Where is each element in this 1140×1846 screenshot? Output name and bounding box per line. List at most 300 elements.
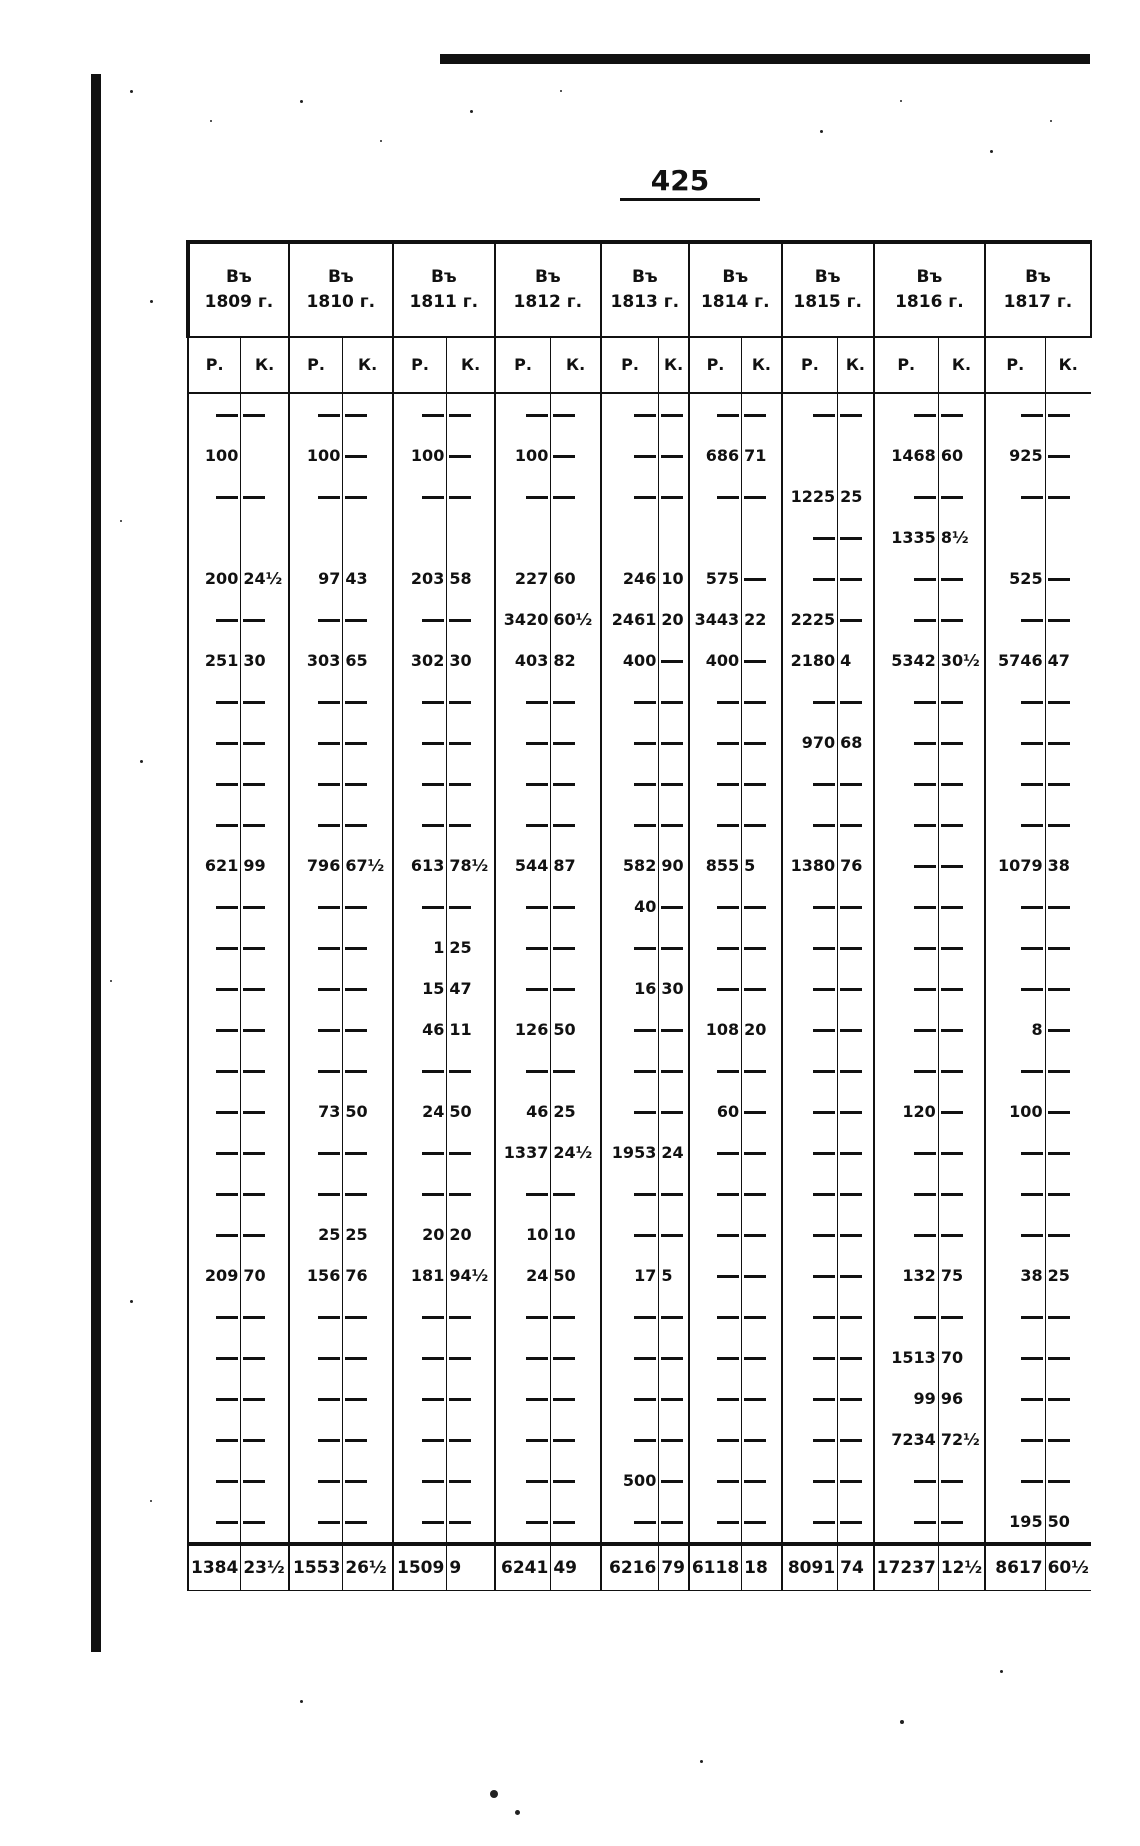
cell-rubles — [188, 1460, 241, 1501]
cell-rubles — [495, 1337, 551, 1378]
cell-rubles: 100 — [985, 1091, 1045, 1132]
cell-rubles — [985, 722, 1045, 763]
cell-kopecks — [938, 886, 985, 927]
cell-kopecks — [938, 1460, 985, 1501]
cell-kopecks — [241, 1009, 289, 1050]
dash-mark — [1021, 1070, 1043, 1073]
speck — [1050, 120, 1052, 122]
cell-rubles: 1225 — [782, 476, 838, 517]
cell-rubles — [601, 1296, 659, 1337]
cell-kopecks — [447, 1501, 495, 1544]
dash-mark — [1021, 988, 1043, 991]
dash-mark — [422, 1152, 444, 1155]
dash-mark — [1021, 1316, 1043, 1319]
cell-kopecks — [659, 435, 689, 476]
dash-mark — [840, 1480, 862, 1483]
dash-mark — [345, 1152, 367, 1155]
cell-rubles: 203 — [393, 558, 447, 599]
cell-rubles — [495, 927, 551, 968]
cell-kopecks — [241, 517, 289, 558]
cell-kopecks: 76 — [343, 1255, 393, 1296]
cell-kopecks — [838, 1173, 874, 1214]
dash-mark — [744, 496, 766, 499]
cell-rubles — [289, 1460, 343, 1501]
cell-kopecks — [343, 1296, 393, 1337]
cell-rubles — [289, 804, 343, 845]
year-label: 1812 г. — [513, 292, 583, 312]
cell-rubles — [495, 1378, 551, 1419]
cell-rubles — [601, 1091, 659, 1132]
cell-kopecks: 10 — [659, 558, 689, 599]
cell-kopecks — [241, 1460, 289, 1501]
cell-rubles — [393, 476, 447, 517]
dash-mark — [422, 783, 444, 786]
year-label: 1816 г. — [895, 292, 964, 312]
unit-rubles: Р. — [393, 337, 447, 393]
unit-rubles: Р. — [689, 337, 742, 393]
table-row — [188, 476, 1091, 517]
dash-mark — [813, 537, 835, 540]
dash-mark — [1021, 947, 1043, 950]
dash-mark — [941, 701, 963, 704]
dash-mark — [717, 1480, 739, 1483]
cell-kopecks — [551, 1419, 601, 1460]
cell-rubles — [495, 681, 551, 722]
dash-mark — [553, 414, 575, 417]
totals-row — [188, 1544, 1091, 1591]
cell-kopecks — [742, 1337, 782, 1378]
dash-mark — [914, 783, 936, 786]
cell-rubles — [495, 476, 551, 517]
dash-mark — [422, 1439, 444, 1442]
dash-mark — [941, 824, 963, 827]
dash-mark — [345, 701, 367, 704]
dash-mark — [553, 906, 575, 909]
cell-kopecks — [938, 1501, 985, 1544]
dash-mark — [243, 1357, 265, 1360]
cell-rubles — [289, 476, 343, 517]
dash-mark — [526, 1480, 548, 1483]
cell-rubles: 46 — [393, 1009, 447, 1050]
cell-rubles — [188, 393, 241, 435]
cell-rubles: 20 — [393, 1214, 447, 1255]
dash-mark — [634, 455, 656, 458]
dash-mark — [1048, 701, 1070, 704]
dash-mark — [216, 1521, 238, 1524]
dash-mark — [1021, 1152, 1043, 1155]
table-row — [188, 1296, 1091, 1337]
dash-mark — [553, 1521, 575, 1524]
dash-mark — [914, 988, 936, 991]
dash-mark — [840, 824, 862, 827]
cell-rubles — [601, 1501, 659, 1544]
year-prefix: Въ — [814, 267, 841, 287]
dash-mark — [1048, 414, 1070, 417]
dash-mark — [661, 742, 683, 745]
dash-mark — [553, 1316, 575, 1319]
cell-rubles: 24 — [393, 1091, 447, 1132]
year-header — [689, 242, 782, 337]
cell-kopecks — [343, 927, 393, 968]
cell-rubles — [188, 681, 241, 722]
cell-kopecks: 72½ — [938, 1419, 985, 1460]
dash-mark — [1048, 1070, 1070, 1073]
cell-rubles — [393, 1132, 447, 1173]
cell-rubles — [874, 1173, 939, 1214]
cell-rubles — [782, 927, 838, 968]
cell-rubles — [601, 517, 659, 558]
cell-kopecks — [742, 804, 782, 845]
dash-mark — [216, 414, 238, 417]
cell-kopecks — [742, 763, 782, 804]
dash-mark — [813, 1480, 835, 1483]
cell-kopecks — [447, 599, 495, 640]
cell-kopecks — [241, 886, 289, 927]
cell-kopecks — [343, 1501, 393, 1544]
dash-mark — [941, 578, 963, 581]
cell-rubles: 1513 — [874, 1337, 939, 1378]
dash-mark — [216, 1029, 238, 1032]
cell-rubles — [689, 1296, 742, 1337]
dash-mark — [840, 1521, 862, 1524]
page-spine — [91, 74, 101, 1652]
dash-mark — [914, 742, 936, 745]
dash-mark — [941, 1152, 963, 1155]
dash-mark — [345, 455, 367, 458]
cell-kopecks — [659, 681, 689, 722]
cell-kopecks — [938, 968, 985, 1009]
dash-mark — [717, 496, 739, 499]
dash-mark — [216, 947, 238, 950]
year-header — [188, 242, 289, 337]
total-rubles: 6118 — [689, 1544, 742, 1591]
cell-kopecks — [742, 722, 782, 763]
dash-mark — [914, 1193, 936, 1196]
dash-mark — [449, 1070, 471, 1073]
dash-mark — [813, 1357, 835, 1360]
cell-kopecks — [551, 1337, 601, 1378]
cell-rubles — [689, 476, 742, 517]
dash-mark — [840, 578, 862, 581]
cell-kopecks — [659, 1009, 689, 1050]
cell-rubles — [874, 804, 939, 845]
dash-mark — [744, 742, 766, 745]
cell-rubles: 613 — [393, 845, 447, 886]
dash-mark — [744, 906, 766, 909]
dash-mark — [1048, 906, 1070, 909]
cell-kopecks — [938, 599, 985, 640]
cell-rubles — [188, 1501, 241, 1544]
dash-mark — [553, 742, 575, 745]
cell-rubles: 302 — [393, 640, 447, 681]
total-rubles: 8091 — [782, 1544, 838, 1591]
dash-mark — [813, 578, 835, 581]
dash-mark — [717, 1521, 739, 1524]
total-rubles: 1384 — [188, 1544, 241, 1591]
cell-rubles: 100 — [289, 435, 343, 476]
cell-kopecks: 30½ — [938, 640, 985, 681]
cell-kopecks — [447, 1378, 495, 1419]
year-header — [495, 242, 601, 337]
cell-rubles — [782, 435, 838, 476]
dash-mark — [634, 947, 656, 950]
dash-mark — [634, 783, 656, 786]
dash-mark — [717, 1439, 739, 1442]
cell-rubles — [188, 1337, 241, 1378]
dash-mark — [422, 701, 444, 704]
cell-rubles — [782, 1173, 838, 1214]
dash-mark — [661, 1316, 683, 1319]
dash-mark — [813, 1152, 835, 1155]
dash-mark — [345, 496, 367, 499]
cell-rubles — [874, 927, 939, 968]
dash-mark — [318, 824, 340, 827]
cell-rubles — [874, 763, 939, 804]
cell-kopecks — [1045, 1419, 1091, 1460]
cell-kopecks — [838, 1337, 874, 1378]
cell-kopecks: 90 — [659, 845, 689, 886]
dash-mark — [634, 414, 656, 417]
cell-rubles: 303 — [289, 640, 343, 681]
dash-mark — [941, 1029, 963, 1032]
cell-kopecks — [838, 1050, 874, 1091]
dash-mark — [553, 947, 575, 950]
cell-rubles — [689, 1255, 742, 1296]
dash-mark — [243, 947, 265, 950]
cell-rubles — [289, 1173, 343, 1214]
year-header — [985, 242, 1091, 337]
dash-mark — [717, 701, 739, 704]
cell-kopecks: 70 — [938, 1337, 985, 1378]
cell-rubles: 5746 — [985, 640, 1045, 681]
dash-mark — [243, 1521, 265, 1524]
cell-rubles: 97 — [289, 558, 343, 599]
cell-kopecks — [343, 599, 393, 640]
cell-rubles — [689, 1132, 742, 1173]
dash-mark — [1048, 496, 1070, 499]
dash-mark — [216, 496, 238, 499]
dash-mark — [1021, 906, 1043, 909]
dash-mark — [914, 1029, 936, 1032]
dash-mark — [813, 1193, 835, 1196]
dash-mark — [813, 1316, 835, 1319]
cell-rubles — [495, 1460, 551, 1501]
dash-mark — [216, 742, 238, 745]
cell-rubles — [188, 763, 241, 804]
cell-rubles: 17 — [601, 1255, 659, 1296]
dash-mark — [318, 1193, 340, 1196]
dash-mark — [345, 1480, 367, 1483]
cell-kopecks: 24 — [659, 1132, 689, 1173]
cell-rubles: 209 — [188, 1255, 241, 1296]
cell-rubles — [495, 763, 551, 804]
cell-rubles — [782, 1501, 838, 1544]
year-label: 1817 г. — [1003, 292, 1073, 312]
cell-kopecks — [659, 1501, 689, 1544]
cell-kopecks — [447, 393, 495, 435]
cell-rubles — [601, 804, 659, 845]
cell-rubles — [874, 599, 939, 640]
cell-kopecks: 50 — [343, 1091, 393, 1132]
cell-rubles — [188, 1173, 241, 1214]
cell-rubles: 621 — [188, 845, 241, 886]
cell-rubles — [985, 1214, 1045, 1255]
table-row — [188, 1501, 1091, 1544]
dash-mark — [914, 701, 936, 704]
cell-kopecks — [241, 1501, 289, 1544]
dash-mark — [744, 660, 766, 663]
total-kopecks: 18 — [742, 1544, 782, 1591]
dash-mark — [941, 1193, 963, 1196]
dash-mark — [840, 1070, 862, 1073]
cell-rubles — [393, 393, 447, 435]
total-rubles: 1553 — [289, 1544, 343, 1591]
cell-rubles: 246 — [601, 558, 659, 599]
dash-mark — [840, 783, 862, 786]
cell-rubles — [188, 1419, 241, 1460]
cell-kopecks — [659, 393, 689, 435]
cell-rubles: 796 — [289, 845, 343, 886]
cell-kopecks — [1045, 1460, 1091, 1501]
dash-mark — [216, 1234, 238, 1237]
dash-mark — [318, 906, 340, 909]
cell-kopecks — [838, 1378, 874, 1419]
total-kopecks: 12½ — [938, 1544, 985, 1591]
dash-mark — [526, 1070, 548, 1073]
cell-kopecks — [1045, 681, 1091, 722]
dash-mark — [449, 619, 471, 622]
ledger-body — [188, 393, 1091, 1591]
cell-rubles — [782, 1337, 838, 1378]
year-prefix: Въ — [916, 267, 943, 287]
dash-mark — [1048, 1152, 1070, 1155]
cell-rubles — [495, 1501, 551, 1544]
dash-mark — [661, 1398, 683, 1401]
dash-mark — [744, 1234, 766, 1237]
dash-mark — [422, 496, 444, 499]
dash-mark — [634, 1193, 656, 1196]
dash-mark — [661, 1070, 683, 1073]
cell-rubles: 16 — [601, 968, 659, 1009]
cell-rubles — [874, 1009, 939, 1050]
dash-mark — [553, 1439, 575, 1442]
speck — [900, 1720, 904, 1724]
cell-rubles — [874, 1460, 939, 1501]
cell-kopecks — [241, 1173, 289, 1214]
dash-mark — [526, 1398, 548, 1401]
cell-rubles: 73 — [289, 1091, 343, 1132]
cell-rubles: 132 — [874, 1255, 939, 1296]
table-row — [188, 722, 1091, 763]
cell-rubles — [985, 804, 1045, 845]
dash-mark — [216, 619, 238, 622]
cell-kopecks — [241, 1378, 289, 1419]
cell-kopecks: 38 — [1045, 845, 1091, 886]
year-header — [782, 242, 874, 337]
dash-mark — [744, 701, 766, 704]
cell-rubles — [601, 1173, 659, 1214]
speck — [820, 130, 823, 133]
year-prefix: Въ — [631, 267, 658, 287]
cell-rubles — [601, 1050, 659, 1091]
dash-mark — [840, 1275, 862, 1278]
dash-mark — [661, 701, 683, 704]
cell-rubles — [985, 393, 1045, 435]
cell-rubles — [393, 1501, 447, 1544]
dash-mark — [813, 947, 835, 950]
cell-rubles: 686 — [689, 435, 742, 476]
dash-mark — [1048, 1480, 1070, 1483]
dash-mark — [717, 1357, 739, 1360]
dash-mark — [243, 619, 265, 622]
dash-mark — [449, 1398, 471, 1401]
cell-kopecks — [343, 968, 393, 1009]
cell-kopecks — [938, 1050, 985, 1091]
cell-rubles: 1380 — [782, 845, 838, 886]
dash-mark — [345, 742, 367, 745]
cell-rubles: 925 — [985, 435, 1045, 476]
dash-mark — [526, 701, 548, 704]
cell-rubles — [289, 1419, 343, 1460]
dash-mark — [1048, 1111, 1070, 1114]
cell-kopecks — [1045, 558, 1091, 599]
cell-kopecks — [551, 1050, 601, 1091]
dash-mark — [318, 414, 340, 417]
dash-mark — [717, 414, 739, 417]
cell-rubles: 1337 — [495, 1132, 551, 1173]
dash-mark — [941, 865, 963, 868]
cell-kopecks: 30 — [659, 968, 689, 1009]
cell-rubles — [393, 804, 447, 845]
cell-rubles — [495, 886, 551, 927]
cell-rubles — [782, 558, 838, 599]
table-row — [188, 1132, 1091, 1173]
cell-kopecks: 10 — [551, 1214, 601, 1255]
cell-kopecks: 43 — [343, 558, 393, 599]
dash-mark — [243, 1111, 265, 1114]
cell-kopecks — [938, 1091, 985, 1132]
cell-rubles — [985, 968, 1045, 1009]
cell-rubles — [289, 763, 343, 804]
cell-rubles: 5342 — [874, 640, 939, 681]
dash-mark — [1048, 1029, 1070, 1032]
cell-kopecks — [659, 1296, 689, 1337]
dash-mark — [243, 1029, 265, 1032]
dash-mark — [216, 783, 238, 786]
cell-rubles — [689, 1378, 742, 1419]
dash-mark — [717, 1316, 739, 1319]
cell-kopecks — [838, 558, 874, 599]
dash-mark — [634, 1521, 656, 1524]
dash-mark — [744, 783, 766, 786]
year-label: 1810 г. — [306, 292, 376, 312]
dash-mark — [318, 742, 340, 745]
cell-kopecks — [343, 393, 393, 435]
dash-mark — [634, 1234, 656, 1237]
dash-mark — [840, 1439, 862, 1442]
speck — [515, 1810, 520, 1815]
cell-kopecks: 30 — [241, 640, 289, 681]
dash-mark — [914, 947, 936, 950]
cell-rubles — [874, 845, 939, 886]
cell-kopecks — [938, 558, 985, 599]
unit-kopecks: К. — [343, 337, 393, 393]
cell-kopecks: 4 — [838, 640, 874, 681]
cell-kopecks — [838, 763, 874, 804]
dash-mark — [661, 455, 683, 458]
cell-kopecks: 25 — [343, 1214, 393, 1255]
cell-rubles — [393, 722, 447, 763]
